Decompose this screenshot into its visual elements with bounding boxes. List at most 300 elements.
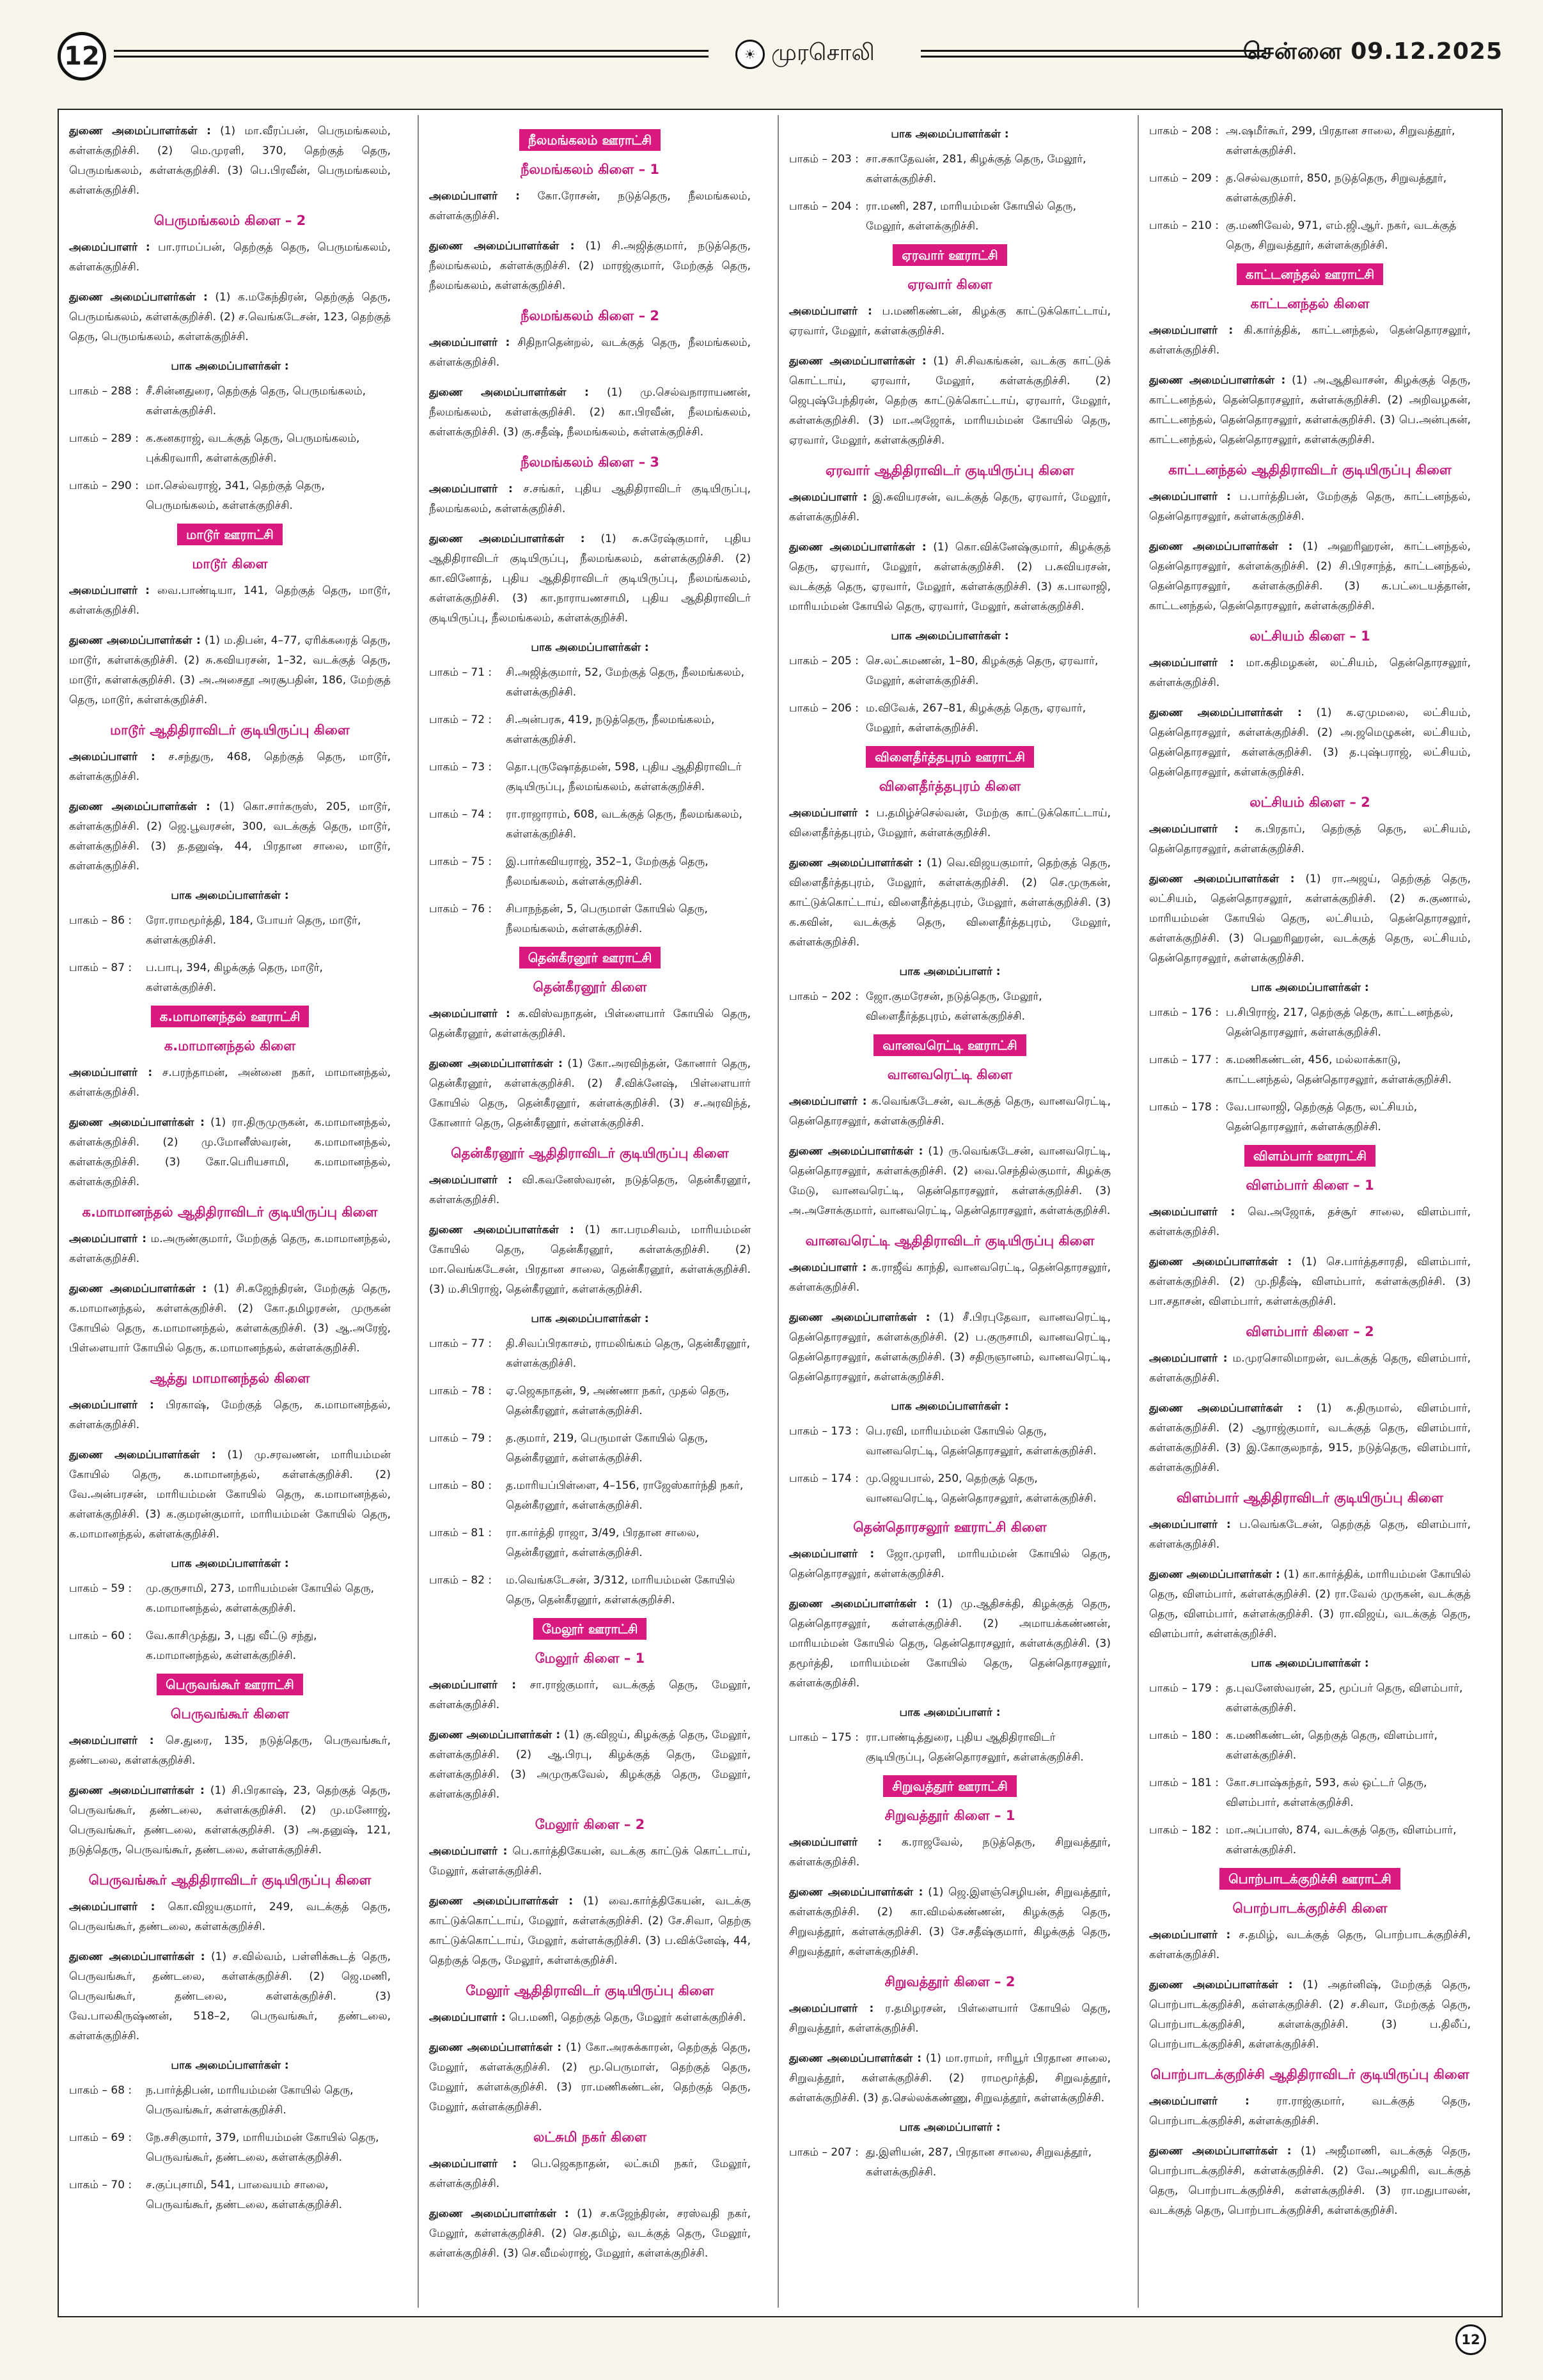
booth-row [789,150,1111,189]
booth-row [789,197,1111,237]
booth-number: பாகம் – 73 : [429,761,492,774]
entry-text: (1) மா.ராமர், ஈரியூர் பிரதான சாலை, சிறுவத்தூர், கள்ளக்குறிச்சி. (2) ராமமூர்த்தி, சிறுவத்தூர், கள்ளக்குறிச்சி. (3) த.செல்லக்கண்ணு, சிறுவத்தூர், கள்ளக்குறிச்சி. [789,2052,1111,2104]
branch-heading: விளம்பார் ஆதிதிராவிடர் குடியிருப்பு கிளை [1176,1490,1444,1505]
booth-organizer: ஜோ.குமரேசன், நடுத்தெரு, மேலூர், விளைதீர்த்தபுரம், கள்ளக்குறிச்சி. [866,990,1042,1023]
paragraph [429,1892,751,1971]
paragraph [789,538,1111,617]
entry-text: கோ.ரோசன், நடுத்தெரு, நீலமங்கலம், கள்ளக்குறிச்சி. [429,190,751,222]
paragraph [1149,1202,1471,1242]
booth-row [429,852,751,892]
booth-number: பாகம் – 179 : [1149,1682,1219,1695]
paragraph [789,1544,1111,1584]
section-heading: பாக அமைப்பாளர்கள் : [171,2059,289,2072]
entry-text: வி.கவனேஸ்வரன், நடுத்தெரு, தென்கீரனூர், கள்ளக்குறிச்சி. [429,1174,751,1206]
entry-text: க.பிரதாப், தெற்குத் தெரு, லட்சியம், தென்தொரசலூர், கள்ளக்குறிச்சி. [1149,823,1471,855]
entry-text: க.வெங்கடேசன், வடக்குத் தெரு, வானவரெட்டி, தென்தொரசலூர், கள்ளக்குறிச்சி. [789,1095,1111,1128]
panchayat-label-text: காட்டனந்தல் ஊராட்சி [1237,263,1383,285]
entry-text: (1) கா.கார்த்திக், மாரியம்மன் கோயில் தெரு, விளம்பார், கள்ளக்குறிச்சி. (2) ரா.வேல் முருகன், வடக்குத் தெரு, விளம்பார், கள்ளக்குறிச்சி. (3) ரா.விஜய், வடக்குத் தெரு, விளம்பார், கள்ளக்குறிச்சி. [1149,1568,1471,1640]
entry-text: ப.மணிகண்டன், கிழக்கு காட்டுக்கொட்டாய், ஏரவார், மேலூர், கள்ளக்குறிச்சி. [789,305,1111,338]
branch-heading: தென்கீரனூர் கிளை [533,979,647,995]
entry-text: (1) கோ.அரசுக்காரன், தெற்குத் தெரு, மேலூர், கள்ளக்குறிச்சி. (2) மூ.பெருமாள், தெற்குத் தெரு, மேலூர், கள்ளக்குறிச்சி. (3) ரா.மணிகண்டன், தெற்குத் தெரு, மேலூர், கள்ளக்குறிச்சி. [429,2041,751,2113]
booth-number: பாகம் – 60 : [69,1629,132,1642]
booth-row [789,651,1111,691]
booth-number: பாகம் – 209 : [1149,172,1219,185]
entry-text: (1) மு.செல்வநாராயணன், நீலமங்கலம், கள்ளக்குறிச்சி. (2) கா.பிரவீன், நீலமங்கலம், கள்ளக்குறிச்சி. (3) கு.சதீஷ், நீலமங்கலம், கள்ளக்குறிச்சி. [429,386,751,439]
branch-heading: காட்டனந்தல் கிளை [1250,296,1370,311]
role-label: அமைப்பாளர் : [1149,490,1231,503]
role-label: துணை அமைப்பாளர்கள் : [789,1145,923,1158]
entry-text: (1) சி.கஜேந்திரன், மேற்குத் தெரு, க.மாமானந்தல், கள்ளக்குறிச்சி. (2) கோ.தமிழரசன், முருகன் கோயில் தெரு, க.மாமானந்தல், கள்ளக்குறிச்சி. (3) ஆ.அரேஜ், பிள்ளையார் கோயில் தெரு, க.மாமானந்தல், கள்ளக்குறிச்சி. [69,1282,391,1355]
entry-text: ச.சங்கர், புதிய ஆதிதிராவிடர் குடியிருப்பு, நீலமங்கலம், கள்ளக்குறிச்சி. [429,483,751,515]
branch-heading: விளம்பார் கிளை – 1 [1246,1178,1374,1193]
booth-number: பாகம் – 177 : [1149,1054,1219,1066]
booth-row [789,1469,1111,1509]
booth-number: பாகம் – 176 : [1149,1006,1219,1019]
role-label: துணை அமைப்பாளர்கள் : [429,533,585,545]
booth-row [1149,1098,1471,1137]
branch-heading: சிறுவத்தூர் கிளை – 2 [884,1974,1015,1989]
entry-text: ச.சந்துரு, 468, தெற்குத் தெரு, மாடூர், கள்ளக்குறிச்சி. [69,751,391,783]
paragraph [429,2204,751,2264]
booth-number: பாகம் – 75 : [429,855,492,868]
section-heading: பாக அமைப்பாளர்கள் : [171,889,289,902]
booth-organizer: கு.மணிவேல், 971, எம்.ஜி.ஆர். நகர், வடக்குத் தெரு, சிறுவத்தூர், கள்ளக்குறிச்சி. [1226,219,1457,252]
role-label: அமைப்பாளர் : [69,1901,155,1913]
paragraph [1149,820,1471,859]
booth-organizer: த.புவனேஸ்வரன், 25, மூப்பர் தெரு, விளம்பார், கள்ளக்குறிச்சி. [1226,1682,1463,1715]
section-heading: பாக அமைப்பாளர்கள் : [891,630,1009,642]
paragraph [429,1220,751,1300]
booth-row [789,1728,1111,1768]
booth-organizer: சி.அன்பரசு, 419, நடுத்தெரு, நீலமங்கலம், கள்ளக்குறிச்சி. [506,713,715,746]
entry-text: க.ராஜவேல், நடுத்தெரு, சிறுவத்தூர், கள்ளக்குறிச்சி. [789,1836,1111,1869]
booth-organizer: த.செல்வகுமார், 850, நடுத்தெரு, சிறுவத்தூர், கள்ளக்குறிச்சி. [1226,172,1447,205]
paragraph [429,383,751,442]
branch-heading: பொற்பாடக்குறிச்சி ஆதிதிராவிடர் குடியிருப்பு கிளை [1150,2067,1469,2082]
paragraph [789,804,1111,843]
paragraph [69,1396,391,1435]
role-label: அமைப்பாளர் : [69,1066,153,1079]
entry-text: ப.வெங்கடேசன், தெற்குத் தெரு, விளம்பார், கள்ளக்குறிச்சி. [1149,1518,1471,1551]
panchayat-label-text: பொற்பாடக்குறிச்சி ஊராட்சி [1219,1868,1400,1890]
panchayat-label-text: ஏரவார் ஊராட்சி [893,244,1006,266]
branch-heading: காட்டனந்தல் ஆதிதிராவிடர் குடியிருப்பு கிளை [1168,462,1452,478]
branch-heading: விளம்பார் கிளை – 2 [1246,1324,1374,1339]
paragraph [69,1897,391,1937]
panchayat-label-text: சிறுவத்தூர் ஊராட்சி [883,1775,1017,1797]
booth-number: பாகம் – 86 : [69,914,132,927]
entry-text: (1) கா.பரமசிவம், மாரியம்மன் கோயில் தெரு, தென்கீரனூர், கள்ளக்குறிச்சி. (2) மா.வெங்கடேசன், பிரதான சாலை, தென்கீரனூர், கள்ளக்குறிச்சி. (3) ம.சிபிராஜ், தென்கீரனூர், கள்ளக்குறிச்சி. [429,1224,751,1296]
booth-number: பாகம் – 80 : [429,1479,492,1492]
paragraph [69,1229,391,1269]
entry-text: (1) மா.வீரப்பன், பெருமங்கலம், கள்ளக்குறிச்சி. (2) மெ.முரளி, 370, தெற்குத் தெரு, பெருமங்கலம், கள்ளக்குறிச்சி. (3) பெ.பிரவீன், பெருமங்கலம், கள்ளக்குறிச்சி. [69,125,391,197]
entry-text: ச.பரந்தாமன், அன்னை நகர், மாமானந்தல், கள்ளக்குறிச்சி. [69,1066,391,1099]
role-label: துணை அமைப்பாளர்கள் : [69,125,211,137]
role-label: அமைப்பாளர் : [1149,324,1234,337]
booth-number: பாகம் – 175 : [789,1731,859,1744]
booth-row [1149,1773,1471,1813]
role-label: துணை அமைப்பாளர்கள் : [69,1116,205,1129]
panchayat-label-text: க.மாமானந்தல் ஊராட்சி [151,1006,309,1027]
entry-text: (1) சீ.பிரபுதேவா, வானவரெட்டி, தென்தொரசலூர், கள்ளக்குறிச்சி. (2) ப.குருசாமி, வானவரெட்டி, தென்தொரசலூர், கள்ளக்குறிச்சி. (3) சதிருஞானம், வானவரெட்டி, தென்தொரசலூர், கள்ளக்குறிச்சி. [789,1311,1111,1383]
section-heading: பாக அமைப்பாளர்கள் : [531,641,649,654]
booth-row [69,2175,391,2215]
role-label: துணை அமைப்பாளர்கள் : [789,355,927,368]
role-label: அமைப்பாளர் : [429,1174,512,1186]
booth-number: பாகம் – 208 : [1149,125,1219,137]
booth-number: பாகம் – 288 : [69,385,139,398]
branch-heading: தென்கீரனூர் ஆதிதிராவிடர் குடியிருப்பு கிளை [451,1146,729,1161]
role-label: துணை அமைப்பாளர்கள் : [1149,1979,1293,1991]
panchayat-label [69,1674,391,1695]
paragraph [1149,1515,1471,1555]
entry-text: (1) கொ.விக்னேஷ்குமார், கிழக்குத் தெரு, ஏரவார், மேலூர், கள்ளக்குறிச்சி. (2) ப.சுவியரசன், வடக்குத் தெரு, ஏரவார், மேலூர், கள்ளக்குறிச்சி. (3) க.பாலாஜி, மாரியம்மன் கோயில் தெரு, ஏரவார், மேலூர், கள்ளக்குறிச்சி. [789,541,1111,613]
role-label: அமைப்பாளர் : [429,1007,510,1020]
paragraph [69,1445,391,1544]
panchayat-label [789,746,1111,768]
paragraph [1149,321,1471,361]
entry-text: (1) அஹரிஹரன், காட்டனந்தல், தென்தொரசலூர், கள்ளக்குறிச்சி. (2) சி.பிரசாந்த், காட்டனந்தல், தென்தொரசலூர், கள்ளக்குறிச்சி. (3) க.பட்டையத்தான், காட்டனந்தல், தென்தொரசலூர், கள்ளக்குறிச்சி. [1149,540,1471,612]
paragraph [789,302,1111,341]
booth-row [1149,1726,1471,1766]
paragraph [429,1054,751,1133]
role-label: அமைப்பாளர் : [789,2002,874,2015]
booth-number: பாகம் – 81 : [429,1527,492,1539]
section-heading: பாக அமைப்பாளர் : [899,2121,1001,2134]
booth-organizer: வே.பாலாஜி, தெற்குத் தெரு, லட்சியம், தென்தொரசலூர், கள்ளக்குறிச்சி. [1226,1101,1418,1133]
entry-text: ச.தமிழ், வடக்குத் தெரு, பொற்பாடக்குறிச்சி, கள்ளக்குறிச்சி. [1149,1929,1471,1961]
paragraph [1149,1925,1471,1965]
role-label: துணை அமைப்பாளர்கள் : [429,1057,563,1070]
entry-text: க.விஸ்வநாதன், பிள்ளையார் கோயில் தெரு, தென்கீரனூர், கள்ளக்குறிச்சி. [429,1007,751,1040]
booth-number: பாகம் – 181 : [1149,1777,1219,1789]
booth-organizer: த.குமார், 219, பெருமாள் கோயில் தெரு, தென்கீரனூர், கள்ளக்குறிச்சி. [506,1432,709,1465]
booth-organizer: மு.ஜெயபால், 250, தெற்குத் தெரு, வானவரெட்டி, தென்தொரசலூர், கள்ளக்குறிச்சி. [866,1472,1097,1505]
booth-row [429,805,751,844]
booth-row [429,1429,751,1468]
paragraph [69,1781,391,1860]
paragraph [1149,703,1471,782]
branch-heading: ஏரவார் கிளை [907,277,992,292]
booth-number: பாகம் – 210 : [1149,219,1219,232]
booth-number: பாகம் – 69 : [69,2131,132,2144]
role-label: துணை அமைப்பாளர்கள் : [429,1729,561,1741]
entry-text: ப.தமிழ்ச்செல்வன், மேற்கு காட்டுக்கொட்டாய், விளைதீர்த்தபுரம், மேலூர், கள்ளக்குறிச்சி. [789,807,1111,839]
entry-text: (1) ச.வில்வம், பள்ளிக்கூடத் தெரு, பெருவங்கூர், தண்டலை, கள்ளக்குறிச்சி. (2) ஜெ.மணி, பெருவங்கூர், தண்டலை, கள்ளக்குறிச்சி. (3) வே.பாலகிருஷ்ணன், 518–2, பெருவங்கூர், தண்டலை, கள்ளக்குறிச்சி. [69,1950,391,2042]
booth-row [789,699,1111,738]
panchayat-label-text: மேலூர் ஊராட்சி [533,1618,647,1640]
paragraph [1149,1565,1471,1644]
entry-text: செ.துரை, 135, நடுத்தெரு, பெருவங்கூர், தண்டலை, கள்ளக்குறிச்சி. [69,1734,391,1767]
masthead-rule-left [114,50,709,58]
newspaper-name: முரசொலி [771,40,875,66]
branch-heading: லட்சியம் கிளை – 2 [1249,795,1370,810]
entry-text: (1) சி.பிரகாஷ், 23, தெற்குத் தெரு, பெருவங்கூர், தண்டலை, கள்ளக்குறிச்சி. (2) மு.மனோஜ், பெருவங்கூர், தண்டலை, கள்ளக்குறிச்சி. (3) அ.தனுஷ், 121, நடுத்தெரு, பெருவங்கூர், தண்டலை, கள்ளக்குறிச்சி. [69,1784,391,1856]
booth-organizer: ச.குப்புசாமி, 541, பாவையம் சாலை, பெருவங்கூர், தண்டலை, கள்ளக்குறிச்சி. [146,2179,342,2211]
paragraph [69,1063,391,1103]
entry-text: (1) கு.விஜய், கிழக்குத் தெரு, மேலூர், கள்ளக்குறிச்சி. (2) ஆ.பிரபு, கிழக்குத் தெரு, மேலூர், கள்ளக்குறிச்சி. (3) அமுருகவேல், கிழக்குத் தெரு, மேலூர், கள்ளக்குறிச்சி. [429,1729,751,1801]
rising-sun-icon: ☀ [735,40,765,69]
branch-heading: நீலமங்கலம் கிளை – 2 [520,308,659,323]
booth-number: பாகம் – 72 : [429,713,492,726]
booth-row [429,899,751,939]
booth-row [1149,216,1471,256]
paragraph [69,238,391,277]
paragraph [429,2008,751,2028]
branch-heading: க.மாமானந்தல் ஆதிதிராவிடர் குடியிருப்பு கிளை [82,1204,378,1220]
entry-text: ம.அருண்குமார், மேற்குத் தெரு, க.மாமானந்தல், கள்ளக்குறிச்சி. [69,1233,391,1265]
page-number-badge: 12 [58,32,106,81]
booth-row [69,476,391,516]
booth-number: பாகம் – 289 : [69,432,139,445]
paragraph [789,1092,1111,1132]
booth-number: பாகம் – 207 : [789,2146,859,2159]
paragraph [429,333,751,373]
entry-text: வெ.அஜோக், தச்சூர் சாலை, விளம்பார், கள்ளக்குறிச்சி. [1149,1206,1471,1238]
booth-row [1149,1050,1471,1090]
booth-number: பாகம் – 290 : [69,479,139,492]
entry-text: சிதிநாதென்றல், வடக்குத் தெரு, நீலமங்கலம், கள்ளக்குறிச்சி. [429,336,751,369]
booth-row [69,958,391,998]
paragraph [789,488,1111,527]
booth-row [429,758,751,797]
entry-text: (1) ரா.அஜய், தெற்குத் தெரு, லட்சியம், தென்தொரசலூர், கள்ளக்குறிச்சி. (2) சு.குணால், மாரியம்மன் கோயில் தெரு, லட்சியம், தென்தொரசலூர், கள்ளக்குறிச்சி. (3) பெஹரிஹரன், வடக்குத் தெரு, லட்சியம், தென்தொரசலூர், கள்ளக்குறிச்சி. [1149,873,1471,965]
booth-number: பாகம் – 68 : [69,2084,132,2097]
booth-organizer: கோ.சபாஷ்கந்தர், 593, கல் ஒட்டர் தெரு, விளம்பார், கள்ளக்குறிச்சி. [1226,1777,1427,1809]
booth-organizer: மு.குருசாமி, 273, மாரியம்மன் கோயில் தெரு, க.மாமானந்தல், கள்ளக்குறிச்சி. [146,1582,375,1615]
entry-text: ஜோ.முரளி, மாரியம்மன் கோயில் தெரு, தென்தொரசலூர், கள்ளக்குறிச்சி. [789,1548,1111,1580]
branch-heading: மேலூர் கிளை – 1 [535,1651,645,1666]
section-heading: பாக அமைப்பாளர்கள் : [171,360,289,373]
role-label: அமைப்பாளர் : [1149,1518,1231,1531]
entry-text: கொ.விஜயகுமார், 249, வடக்குத் தெரு, பெருவங்கூர், தண்டலை, கள்ளக்குறிச்சி. [69,1901,391,1933]
booth-number: பாகம் – 182 : [1149,1824,1219,1837]
entry-text: (1) அ.ஆதிவாசன், கிழக்குத் தெரு, காட்டனந்தல், தென்தொரசலூர், கள்ளக்குறிச்சி. (2) அறிவழகன், காட்டனந்தல், தென்தொரசலூர், கள்ளக்குறிச்சி. (3) பெ.அன்புகன், காட்டனந்தல், தென்தொரசலூர், கள்ளக்குறிச்சி. [1149,374,1471,446]
booth-organizer: செ.லட்சுமணன், 1–80, கிழக்குத் தெரு, ஏரவார், மேலூர், கள்ளக்குறிச்சி. [866,655,1099,687]
booth-number: பாகம் – 79 : [429,1432,492,1445]
branch-heading: சிறுவத்தூர் கிளை – 1 [884,1808,1015,1823]
entry-text: (1) சி.அஜித்குமார், நடுத்தெரு, நீலமங்கலம், கள்ளக்குறிச்சி. (2) மாரஜ்குமார், மேற்குத் தெரு, நீலமங்கலம், கள்ளக்குறிச்சி. [429,240,751,292]
booth-number: பாகம் – 202 : [789,990,859,1003]
entry-text: (1) அஜீமாணி, வடக்குத் தெரு, பொற்பாடக்குறிச்சி, கள்ளக்குறிச்சி. (2) வே.அழகிரி, வடக்குத் தெரு, பொற்பாடக்குறிச்சி, கள்ளக்குறிச்சி. (3) ரா.மதுபாலன், வடக்குத் தெரு, பொற்பாடக்குறிச்சி, கள்ளக்குறிச்சி. [1149,2145,1471,2217]
booth-organizer: நே.சசிகுமார், 379, மாரியம்மன் கோயில் தெரு, பெருவங்கூர், தண்டலை, கள்ளக்குறிச்சி. [146,2131,379,2164]
booth-number: பாகம் – 205 : [789,655,859,667]
booth-organizer: ரோ.ராமமூர்த்தி, 184, போயர் தெரு, மாடூர், கள்ளக்குறிச்சி. [146,914,361,947]
role-label: அமைப்பாளர் : [429,336,510,349]
paragraph [1149,1349,1471,1388]
section-heading: பாக அமைப்பாளர்கள் : [1251,981,1369,994]
role-label: துணை அமைப்பாளர்கள் : [429,1224,574,1236]
panchayat-label [789,244,1111,266]
branch-heading: ஆத்து மாமானந்தல் கிளை [150,1371,310,1386]
paragraph [789,1142,1111,1221]
panchayat-label [1149,263,1471,285]
paragraph [429,1004,751,1044]
booth-row [429,1571,751,1610]
panchayat-label [429,947,751,968]
branch-heading: நீலமங்கலம் கிளை – 1 [520,162,659,177]
paragraph [1149,1252,1471,1312]
role-label: துணை அமைப்பாளர்கள் : [789,1311,930,1324]
role-label: அமைப்பாளர் : [789,1095,867,1108]
paragraph [69,581,391,621]
role-label: அமைப்பாளர் : [789,1261,867,1274]
role-label: துணை அமைப்பாளர்கள் : [429,240,575,253]
role-label: அமைப்பாளர் : [1149,1352,1228,1365]
column-2 [419,110,761,2315]
booth-organizer: தி.சிவப்பிரகாசம், ராமலிங்கம் தெரு, தென்கீரனூர், கள்ளக்குறிச்சி. [506,1337,751,1370]
booth-number: பாகம் – 173 : [789,1425,859,1438]
entry-text: (1) அதர்னிஷ், மேற்குத் தெரு, பொற்பாடக்குறிச்சி, கள்ளக்குறிச்சி. (2) ச.சிவா, மேற்குத் தெரு, பொற்பாடக்குறிச்சி, கள்ளக்குறிச்சி. (3) ப.திலீப், பொற்பாடக்குறிச்சி, கள்ளக்குறிச்சி. [1149,1979,1471,2051]
role-label: அமைப்பாளர் : [69,584,150,597]
role-label: அமைப்பாளர் : [69,241,150,254]
entry-text: (1) கொ.சார்கருஸ், 205, மாடூர், கள்ளக்குறிச்சி. (2) ஜெ.பூவரசன், 300, வடக்குத் தெரு, மாடூர், கள்ளக்குறிச்சி. (3) த.தனுஷ், 44, பிரதான சாலை, மாடூர், கள்ளக்குறிச்சி. [69,800,391,873]
paragraph [789,1594,1111,1693]
panchayat-label-text: பெருவங்கூர் ஊராட்சி [157,1674,303,1695]
entry-text: (1) ரா.திருமுருகன், க.மாமானந்தல், கள்ளக்குறிச்சி. (2) மு.மோனீஸ்வரன், க.மாமானந்தல், கள்ளக்குறிச்சி. (3) கோ.பெரியசாமி, க.மாமானந்தல், கள்ளக்குறிச்சி. [69,1116,391,1188]
panchayat-label [1149,1868,1471,1890]
role-label: அமைப்பாளர் : [789,305,872,318]
role-label: அமைப்பாளர் : [69,1734,154,1747]
booth-organizer: பெ.ரவி, மாரியம்மன் கோயில் தெரு, வானவரெட்டி, தென்தொரசலூர், கள்ளக்குறிச்சி. [866,1425,1097,1458]
role-label: அமைப்பாளர் : [789,491,868,504]
role-label: துணை அமைப்பாளர்கள் : [1149,873,1295,885]
entry-text: ம.முரசொலிமாறன், வடக்குத் தெரு, விளம்பார், கள்ளக்குறிச்சி. [1149,1352,1471,1385]
paragraph [1149,487,1471,527]
branch-heading: பெருவங்கூர் ஆதிதிராவிடர் குடியிருப்பு கிளை [88,1872,372,1888]
role-label: துணை அமைப்பாளர்கள் : [429,2041,562,2054]
entry-text: (1) ஜெ.இளஞ்செழியன், சிறுவத்தூர், கள்ளக்குறிச்சி. (2) கா.விமல்கண்ணன், கிழக்குத் தெரு, சிறுவத்தூர், கள்ளக்குறிச்சி. (3) சே.சதீஷ்குமார், கிழக்குத் தெரு, சிறுவத்தூர், கள்ளக்குறிச்சி. [789,1886,1111,1958]
booth-number: பாகம் – 82 : [429,1574,492,1587]
booth-row [789,987,1111,1027]
booth-number: பாகம் – 74 : [429,808,492,821]
booth-number: பாகம் – 78 : [429,1385,492,1397]
booth-row [69,2081,391,2120]
entry-text: இ.சுவியரசன், வடக்குத் தெரு, ஏரவார், மேலூர், கள்ளக்குறிச்சி. [789,491,1111,524]
paragraph [429,1725,751,1805]
booth-organizer: ப.பாபு, 394, கிழக்குத் தெரு, மாடூர், கள்ளக்குறிச்சி. [146,961,323,994]
entry-text: பெ.கார்த்திகேயன், வடக்கு காட்டுக் கொட்டாய், மேலூர், கள்ளக்குறிச்சி. [429,1845,751,1878]
role-label: அமைப்பாளர் : [429,190,520,203]
role-label: அமைப்பாளர் : [429,483,513,495]
section-heading: பாக அமைப்பாளர்கள் : [891,1400,1009,1413]
entry-text: (1) க.ஏமுமலை, லட்சியம், தென்தொரசலூர், கள்ளக்குறிச்சி. (2) அ.ஜமெழுகன், லட்சியம், தென்தொரசலூர், கள்ளக்குறிச்சி. (3) த.புஷ்பராஜ், லட்சியம், தென்தொரசலூர், கள்ளக்குறிச்சி. [1149,706,1471,779]
role-label: அமைப்பாளர் : [429,2158,517,2170]
paragraph [429,187,751,226]
role-label: துணை அமைப்பாளர்கள் : [429,2207,569,2220]
booth-organizer: க.மணிகண்டன், தெற்குத் தெரு, விளம்பார், கள்ளக்குறிச்சி. [1226,1729,1437,1762]
role-label: துணை அமைப்பாளர்கள் : [789,1598,929,1610]
paragraph [429,479,751,519]
role-label: துணை அமைப்பாளர்கள் : [429,1895,574,1908]
role-label: துணை அமைப்பாளர்கள் : [69,1950,205,1963]
role-label: துணை அமைப்பாளர்கள் : [789,2052,922,2065]
role-label: அமைப்பாளர் : [429,1679,517,1692]
role-label: துணை அமைப்பாளர்கள் : [1149,1256,1292,1268]
booth-row [1149,121,1471,161]
paragraph [789,352,1111,451]
entry-text: ரா.ராஜ்குமார், வடக்குத் தெரு, பொற்பாடக்குறிச்சி, கள்ளக்குறிச்சி. [1149,2095,1471,2127]
booth-row [429,1476,751,1516]
booth-row [69,1626,391,1666]
paragraph [1149,2142,1471,2221]
paragraph [789,2049,1111,2108]
booth-row [69,911,391,951]
booth-number: பாகம் – 59 : [69,1582,132,1595]
role-label: துணை அமைப்பாளர்கள் : [1149,2145,1292,2158]
branch-heading: மாடூர் கிளை [192,556,268,572]
paragraph [1149,1975,1471,2055]
booth-number: பாகம் – 204 : [789,200,859,213]
paragraph [1149,869,1471,968]
panchayat-label-text: வானவரெட்டி ஊராட்சி [873,1034,1026,1056]
column-1 [59,110,401,2315]
role-label: துணை அமைப்பாளர்கள் : [789,541,927,554]
paragraph [69,747,391,787]
branch-heading: பெருமங்கலம் கிளை – 2 [153,213,306,228]
branch-heading: லட்சியம் கிளை – 1 [1249,628,1370,644]
booth-number: பாகம் – 174 : [789,1472,859,1485]
booth-organizer: ம.வெங்கடேசன், 3/312, மாரியம்மன் கோயில் தெரு, தென்கீரனூர், கள்ளக்குறிச்சி. [506,1574,735,1606]
booth-organizer: ரா.கார்த்தி ராஜா, 3/49, பிரதான சாலை, தென்கீரனூர், கள்ளக்குறிச்சி. [506,1527,700,1559]
panchayat-label [789,1775,1111,1797]
paragraph [69,1947,391,2046]
column-3 [779,110,1121,2315]
paragraph [1149,653,1471,693]
booth-row [69,1579,391,1619]
paragraph [429,2154,751,2194]
entry-text: ப.பார்த்திபன், மேற்குத் தெரு, காட்டனந்தல், தென்தொரசலூர், கள்ளக்குறிச்சி. [1149,490,1471,523]
booth-number: பாகம் – 178 : [1149,1101,1219,1114]
booth-organizer: தொ.புருஷோத்தமன், 598, புதிய ஆதிதிராவிடர் குடியிருப்பு, நீலமங்கலம், கள்ளக்குறிச்சி. [506,761,742,793]
dateline: சென்னை 09.12.2025 [1242,38,1503,65]
booth-organizer: சி.அஜித்குமார், 52, மேற்குத் தெரு, நீலமங்கலம், கள்ளக்குறிச்சி. [506,666,744,699]
entry-text: சா.ராஜ்குமார், வடக்குத் தெரு, மேலூர், கள்ளக்குறிச்சி. [429,1679,751,1711]
entry-text: (1) க.மகேந்திரன், தெற்குத் தெரு, பெருமங்கலம், கள்ளக்குறிச்சி. (2) ச.வெங்கடேசன், 123, தெற்குத் தெரு, பெருமங்கலம், கள்ளக்குறிச்சி. [69,291,391,343]
role-label: அமைப்பாளர் : [1149,1929,1231,1941]
entry-text: (1) ச.கஜேந்திரன், சரஸ்வதி நகர், மேலூர், கள்ளக்குறிச்சி. (2) செ.தமிழ், வடக்குத் தெரு, மேலூர், கள்ளக்குறிச்சி. (3) செ.வீமல்ராஜ், மேலூர், கள்ளக்குறிச்சி. [429,2207,751,2260]
paragraph [1149,537,1471,616]
branch-heading: நீலமங்கலம் கிளை – 3 [520,455,659,470]
role-label: அமைப்பாளர் : [1149,823,1239,836]
booth-organizer: ம.விவேக், 267–81, கிழக்குத் தெரு, ஏரவார், மேலூர், கள்ளக்குறிச்சி. [866,702,1086,735]
booth-organizer: மா.செல்வராஜ், 341, தெற்குத் தெரு, பெருமங்கலம், கள்ளக்குறிச்சி. [146,479,325,512]
role-label: அமைப்பாளர் : [789,1836,882,1849]
booth-row [69,429,391,469]
role-label: துணை அமைப்பாளர்கள் : [789,857,922,869]
role-label: துணை அமைப்பாளர்கள் : [1149,706,1302,719]
booth-row [69,2128,391,2168]
page-number-footer: 12 [1455,2324,1486,2355]
branch-heading: மேலூர் ஆதிதிராவிடர் குடியிருப்பு கிளை [466,1983,714,1998]
section-heading: பாக அமைப்பாளர்கள் : [171,1557,289,1570]
booth-row [69,382,391,421]
masthead [58,32,1503,77]
branch-heading: மாடூர் ஆதிதிராவிடர் குடியிருப்பு கிளை [110,722,350,738]
booth-row [429,663,751,703]
booth-organizer: க.மணிகண்டன், 456, மல்லாக்காடு, காட்டனந்தல், தென்தொரசலூர், கள்ளக்குறிச்சி. [1226,1054,1452,1086]
booth-row [429,1523,751,1563]
booth-row [789,2143,1111,2182]
entry-text: மா.கதிமழகன், லட்சியம், தென்தொரசலூர், கள்ளக்குறிச்சி. [1149,657,1471,689]
paragraph [789,1833,1111,1872]
branch-heading: விளைதீர்த்தபுரம் கிளை [879,779,1021,794]
section-heading: பாக அமைப்பாளர்கள் : [1251,1657,1369,1670]
booth-number: பாகம் – 70 : [69,2179,132,2191]
role-label: அமைப்பாளர் : [69,1233,147,1245]
paragraph [69,121,391,201]
booth-organizer: ஏ.ஜெகநாதன், 9, அண்ணா நகர், முதல் தெரு, தென்கீரனூர், கள்ளக்குறிச்சி. [506,1385,730,1417]
